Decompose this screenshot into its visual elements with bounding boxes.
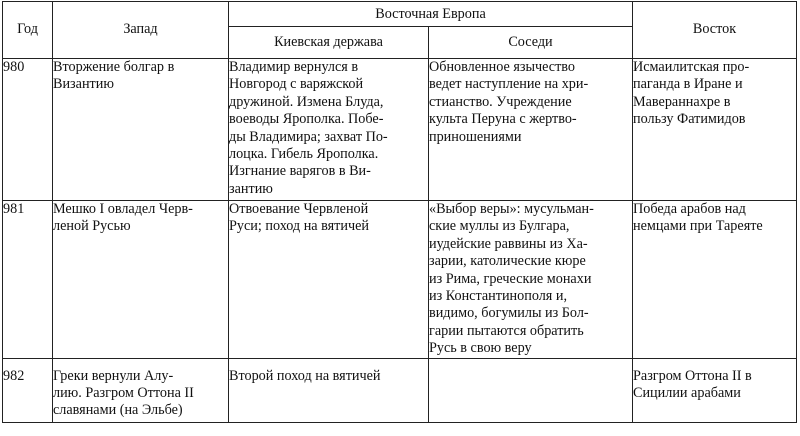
year-cell bbox=[3, 201, 53, 359]
year-text: 980 bbox=[3, 59, 25, 75]
west-cell bbox=[53, 358, 229, 422]
neighbors-text: Обновленное язычество ведет наступление на хри- стианство. Учреждение культа Перуна с жертво- приношениями bbox=[429, 59, 589, 145]
year-cell bbox=[3, 358, 53, 422]
table-row bbox=[3, 59, 797, 201]
header-neighbors: Соседи bbox=[429, 27, 633, 59]
year-cell bbox=[3, 59, 53, 201]
west-text: Мешко I овладел Черв- леной Русью bbox=[53, 201, 193, 235]
orient-text: Исмаилитская про- паганда в Иране и Мавераннахре в пользу Фатимидов bbox=[633, 59, 750, 128]
west-text: Греки вернули Алу- лию. Разгром Оттона II славянами (на Эльбе) bbox=[53, 367, 194, 419]
header-row-top bbox=[3, 2, 797, 27]
neighbors-cell bbox=[429, 358, 633, 422]
kievan-text: Второй поход на вятичей bbox=[229, 367, 381, 384]
header-year: Год bbox=[3, 2, 53, 59]
header-west: Запад bbox=[53, 2, 229, 59]
header-kievan-state: Киевская держава bbox=[229, 27, 429, 59]
header-east-europe: Восточная Европа bbox=[229, 2, 633, 27]
west-cell bbox=[53, 59, 229, 201]
orient-cell bbox=[633, 358, 797, 422]
orient-text: Победа арабов над немцами при Тареяте bbox=[633, 201, 763, 235]
neighbors-cell bbox=[429, 201, 633, 359]
kievan-text: Владимир вернулся в Новгород с варяжской дружиной. Измена Блуда, воеводы Ярополка. Побе- ды Владимира; захват По- лоцка. Гибель Ярополка. Изгнание варягов в Ви- зантию bbox=[229, 59, 388, 197]
table-row bbox=[3, 201, 797, 359]
kievan-cell bbox=[229, 358, 429, 422]
year-text: 982 bbox=[3, 367, 25, 384]
header-orient: Восток bbox=[633, 2, 797, 59]
west-cell bbox=[53, 201, 229, 359]
table-row bbox=[3, 358, 797, 422]
orient-cell bbox=[633, 59, 797, 201]
orient-cell bbox=[633, 201, 797, 359]
kievan-text: Отвоевание Червленой Руси; поход на вятичей bbox=[229, 201, 369, 235]
neighbors-cell bbox=[429, 59, 633, 201]
chronology-table bbox=[2, 1, 797, 423]
kievan-cell bbox=[229, 59, 429, 201]
year-text: 981 bbox=[3, 201, 25, 217]
west-text: Вторжение болгар в Византию bbox=[53, 59, 175, 93]
neighbors-text: «Выбор веры»: мусульман- ские муллы из Булгара, иудейские раввины из Ха- зарии, католические кюре из Рима, греческие монахи из Константинополя и, видимо, богумилы из Бол- гарии пытаются обратить Русь в свою веру bbox=[429, 201, 594, 357]
orient-text: Разгром Оттона II в Сицилии арабами bbox=[633, 367, 752, 402]
kievan-cell bbox=[229, 201, 429, 359]
